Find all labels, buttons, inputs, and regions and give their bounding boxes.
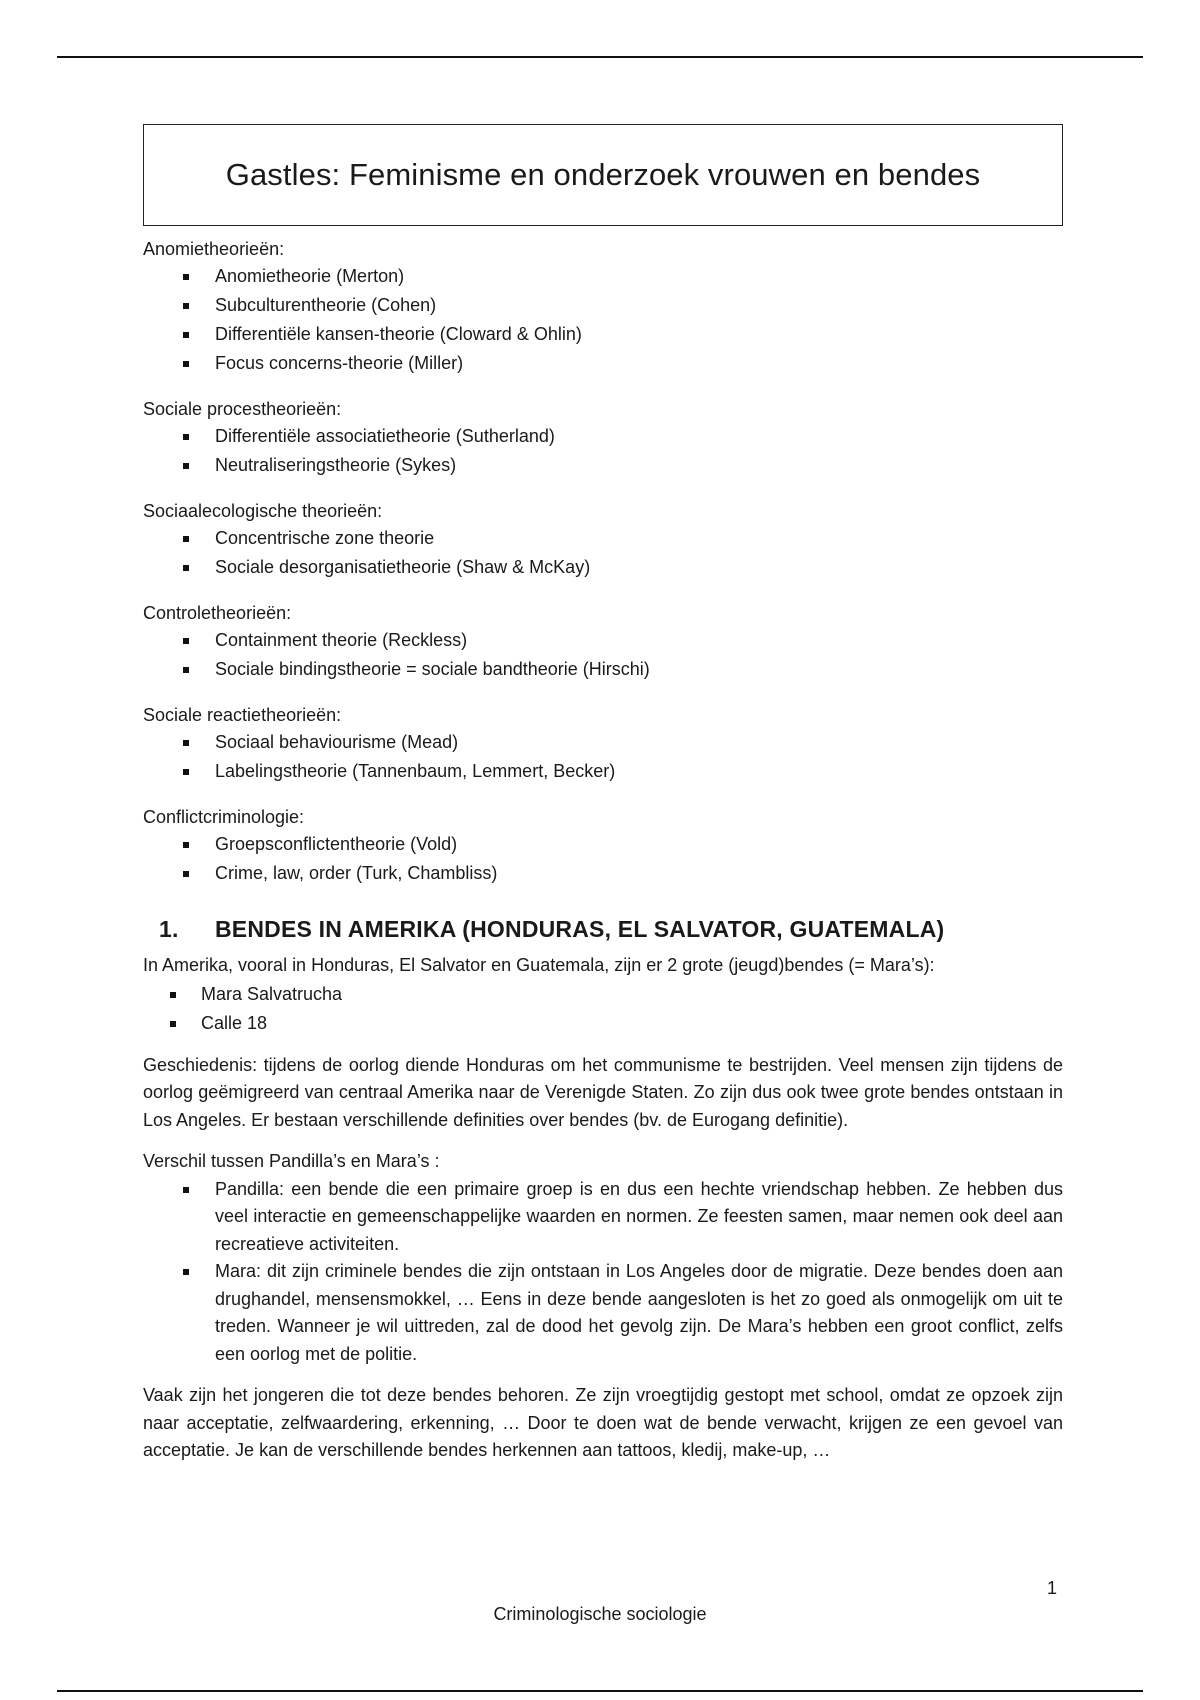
list-item: Focus concerns-theorie (Miller)	[143, 349, 1063, 378]
list-item: Neutraliseringstheorie (Sykes)	[143, 451, 1063, 480]
section-heading: Anomietheorieën:	[143, 239, 285, 259]
list-item: Mara Salvatrucha	[143, 980, 1063, 1009]
header-rule	[57, 56, 1143, 58]
list-item: Sociale bindingstheorie = sociale bandtheorie (Hirschi)	[143, 655, 1063, 684]
list-item: Pandilla: een bende die een primaire groep is en dus een hechte vriendschap hebben. Ze hebben dus veel interactie en gemeenschappelijke waarden en normen. Ze feesten samen, maar nemen ook deel aan recreatieve activiteiten.	[143, 1176, 1063, 1259]
list-item: Labelingstheorie (Tannenbaum, Lemmert, Becker)	[143, 757, 1063, 786]
title-box	[143, 124, 1063, 226]
theory-section	[143, 600, 1063, 684]
list-item: Mara: dit zijn criminele bendes die zijn ontstaan in Los Angeles door de migratie. Deze bendes doen aan drughandel, mensensmokkel, … Eens in deze bende aangesloten is het zo goed als onmogelijk om uit te treden. Wanneer je wil uittreden, zal de dood het gevolg zijn. De Mara’s hebben een groot conflict, zelfs een oorlog met de politie.	[143, 1258, 1063, 1368]
history-paragraph: Geschiedenis: tijdens de oorlog diende Honduras om het communisme te bestrijden. Veel mensen zijn tijdens de oorlog geëmigreerd van centraal Amerika naar de Verenigde Staten. Zo zijn dus ook twee grote bendes ontstaan in Los Angeles. Er bestaan verschillende definities over bendes (bv. de Eurogang definitie).	[143, 1054, 1063, 1130]
mara-list	[143, 980, 1063, 1038]
intro-paragraph: In Amerika, vooral in Honduras, El Salvator en Guatemala, zijn er 2 grote (jeugd)bendes (= Mara’s):	[143, 955, 935, 975]
section-heading: Sociaalecologische theorieën:	[143, 501, 383, 521]
list-item: Subculturentheorie (Cohen)	[143, 291, 1063, 320]
section-heading: Conflictcriminologie:	[143, 807, 305, 827]
theory-section	[143, 804, 1063, 888]
difference-list	[143, 1176, 1063, 1369]
footer-text: Criminologische sociologie	[493, 1604, 707, 1624]
theory-section	[143, 396, 1063, 480]
section-heading: Sociale procestheorieën:	[143, 399, 342, 419]
page-number: 1	[1046, 1578, 1057, 1598]
list-item: Calle 18	[143, 1009, 1063, 1038]
page-title: Gastles: Feminisme en onderzoek vrouwen en bendes	[225, 157, 981, 192]
list-item: Crime, law, order (Turk, Chambliss)	[143, 859, 1063, 888]
theory-section	[143, 236, 1063, 378]
list-item: Containment theorie (Reckless)	[143, 626, 1063, 655]
page-content	[143, 124, 1063, 1465]
difference-heading: Verschil tussen Pandilla’s en Mara’s :	[143, 1151, 440, 1171]
chapter-heading	[143, 912, 1063, 946]
list-item: Sociaal behaviourisme (Mead)	[143, 728, 1063, 757]
theory-section	[143, 702, 1063, 786]
list-item: Anomietheorie (Merton)	[143, 262, 1063, 291]
list-item: Differentiële associatietheorie (Sutherland)	[143, 422, 1063, 451]
section-heading: Controletheorieën:	[143, 603, 292, 623]
chapter-title: BENDES IN AMERIKA (HONDURAS, EL SALVATOR, GUATEMALA)	[215, 916, 945, 942]
chapter-number: 1.	[159, 916, 179, 942]
list-item: Sociale desorganisatietheorie (Shaw & McKay)	[143, 553, 1063, 582]
closing-paragraph: Vaak zijn het jongeren die tot deze bendes behoren. Ze zijn vroegtijdig gestopt met school, omdat ze opzoek zijn naar acceptatie, zelfwaardering, erkenning, … Door te doen wat de bende verwacht, krijgen ze een gevoel van acceptatie. Je kan de verschillende bendes herkennen aan tattoos, kledij, make-up, …	[143, 1385, 1063, 1460]
section-heading: Sociale reactietheorieën:	[143, 705, 342, 725]
list-item: Differentiële kansen-theorie (Cloward & Ohlin)	[143, 320, 1063, 349]
list-item: Groepsconflictentheorie (Vold)	[143, 830, 1063, 859]
theory-section	[143, 498, 1063, 582]
footer-rule	[57, 1690, 1143, 1692]
list-item: Concentrische zone theorie	[143, 524, 1063, 553]
